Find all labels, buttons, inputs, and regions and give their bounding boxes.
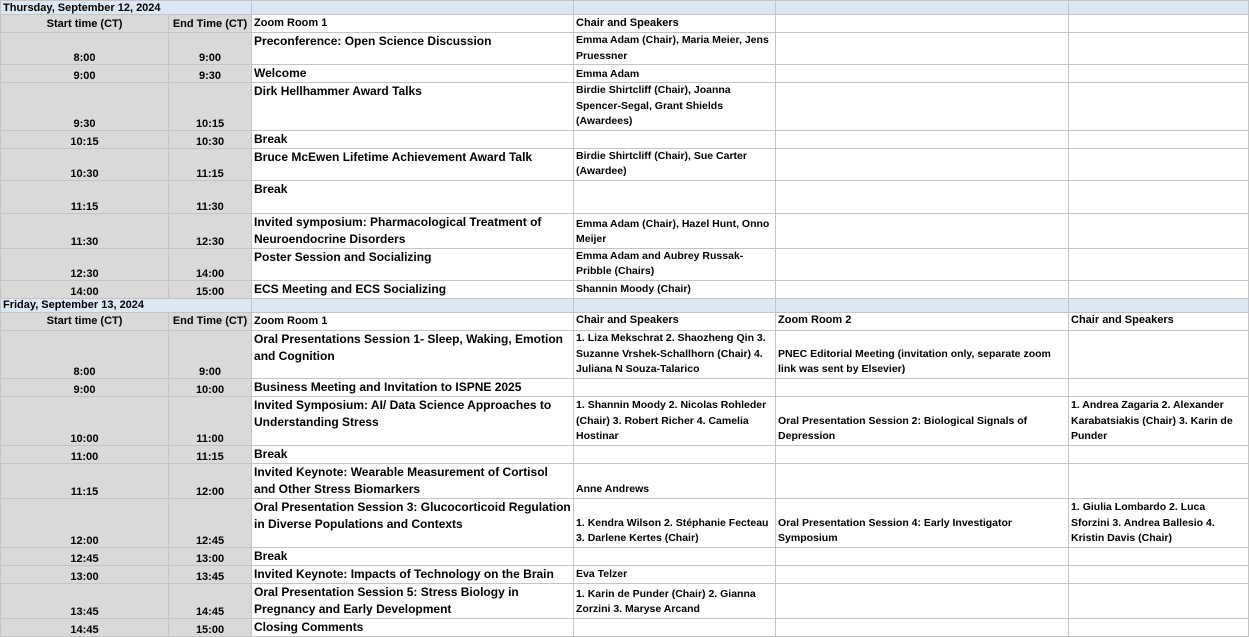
schedule-row (1, 83, 1249, 131)
start-time-cell[interactable]: 9:00 (1, 378, 169, 396)
empty-cell[interactable] (574, 298, 776, 312)
speakers-cell[interactable] (574, 130, 776, 148)
start-time-cell[interactable]: 8:00 (1, 33, 169, 65)
room2-speakers-cell[interactable] (1069, 180, 1249, 213)
schedule-row (1, 445, 1249, 463)
room2-event-cell[interactable] (776, 445, 1069, 463)
speakers-cell[interactable]: Emma Adam (Chair), Maria Meier, Jens Pruessner (574, 33, 776, 65)
event-cell[interactable]: Break (252, 547, 574, 565)
schedule-row (1, 248, 1249, 280)
event-cell[interactable]: Business Meeting and Invitation to ISPNE 2025 (252, 378, 574, 396)
empty-cell[interactable] (776, 298, 1069, 312)
event-cell[interactable]: Break (252, 180, 574, 213)
room2-event-cell[interactable] (776, 378, 1069, 396)
room2-speakers-cell[interactable] (1069, 618, 1249, 636)
room2-event-cell[interactable] (776, 148, 1069, 180)
speakers-cell[interactable]: 1. Karin de Punder (Chair) 2. Gianna Zorzini 3. Maryse Arcand (574, 583, 776, 618)
speakers-cell[interactable]: 1. Liza Mekschrat 2. Shaozheng Qin 3. Suzanne Vrshek-Schallhorn (Chair) 4. Juliana N Souza-Talarico (574, 330, 776, 378)
room2-speakers-cell[interactable] (1069, 547, 1249, 565)
end-time-cell[interactable]: 9:00 (169, 33, 252, 65)
end-time-cell[interactable]: 11:15 (169, 148, 252, 180)
speakers-cell[interactable] (574, 618, 776, 636)
end-time-cell[interactable]: 15:00 (169, 618, 252, 636)
speakers-cell[interactable]: 1. Kendra Wilson 2. Stéphanie Fecteau 3. Darlene Kertes (Chair) (574, 498, 776, 547)
empty-cell[interactable] (252, 298, 574, 312)
end-time-cell[interactable]: 11:30 (169, 180, 252, 213)
room2-speakers-cell[interactable] (1069, 280, 1249, 298)
end-time-cell[interactable]: 12:45 (169, 498, 252, 547)
event-cell[interactable]: Oral Presentation Session 5: Stress Biology in Pregnancy and Early Development (252, 583, 574, 618)
start-time-cell[interactable]: 12:00 (1, 498, 169, 547)
header-room2-speakers[interactable]: Chair and Speakers (1069, 312, 1249, 330)
schedule-row (1, 583, 1249, 618)
header-room1[interactable]: Zoom Room 1 (252, 15, 574, 33)
room2-speakers-cell[interactable] (1069, 378, 1249, 396)
room2-event-cell[interactable] (776, 130, 1069, 148)
room2-event-cell[interactable] (776, 280, 1069, 298)
start-time-cell[interactable]: 10:30 (1, 148, 169, 180)
start-time-cell[interactable]: 11:15 (1, 180, 169, 213)
room2-event-cell[interactable] (776, 248, 1069, 280)
schedule-row (1, 65, 1249, 83)
speakers-cell[interactable] (574, 378, 776, 396)
schedule-row (1, 33, 1249, 65)
speakers-cell[interactable]: Emma Adam (574, 65, 776, 83)
empty-cell[interactable] (776, 1, 1069, 15)
schedule-row (1, 618, 1249, 636)
room2-event-cell[interactable]: Oral Presentation Session 2: Biological Signals of Depression (776, 396, 1069, 445)
header-end-time[interactable]: End Time (CT) (169, 312, 252, 330)
header-room1-speakers[interactable]: Chair and Speakers (574, 15, 776, 33)
schedule-row (1, 547, 1249, 565)
event-cell[interactable]: Break (252, 130, 574, 148)
event-cell[interactable]: Invited Keynote: Impacts of Technology on the Brain (252, 565, 574, 583)
room2-speakers-cell[interactable] (1069, 583, 1249, 618)
end-time-cell[interactable]: 13:45 (169, 565, 252, 583)
speakers-cell[interactable]: Emma Adam and Aubrey Russak-Pribble (Chairs) (574, 248, 776, 280)
room2-speakers-cell[interactable] (1069, 148, 1249, 180)
start-time-cell[interactable]: 9:30 (1, 83, 169, 131)
event-cell[interactable]: Break (252, 445, 574, 463)
end-time-cell[interactable]: 12:00 (169, 463, 252, 498)
room2-event-cell[interactable] (776, 213, 1069, 248)
day-title[interactable]: Thursday, September 12, 2024 (1, 1, 252, 15)
day-row (1, 298, 1249, 312)
room2-event-cell[interactable] (776, 463, 1069, 498)
start-time-cell[interactable]: 10:15 (1, 130, 169, 148)
start-time-cell[interactable]: 14:00 (1, 280, 169, 298)
schedule-row (1, 565, 1249, 583)
event-cell[interactable]: Invited Keynote: Wearable Measurement of Cortisol and Other Stress Biomarkers (252, 463, 574, 498)
end-time-cell[interactable]: 10:15 (169, 83, 252, 131)
room2-event-cell[interactable]: PNEC Editorial Meeting (invitation only, separate zoom link was sent by Elsevier) (776, 330, 1069, 378)
header-row (1, 312, 1249, 330)
room2-event-cell[interactable] (776, 65, 1069, 83)
room2-speakers-cell[interactable] (1069, 65, 1249, 83)
room2-speakers-cell[interactable] (1069, 463, 1249, 498)
speakers-cell[interactable]: Birdie Shirtcliff (Chair), Sue Carter (Awardee) (574, 148, 776, 180)
speakers-cell[interactable]: Shannin Moody (Chair) (574, 280, 776, 298)
header-room2[interactable]: Zoom Room 2 (776, 312, 1069, 330)
speakers-cell[interactable] (574, 180, 776, 213)
speakers-cell[interactable]: Anne Andrews (574, 463, 776, 498)
end-time-cell[interactable]: 14:45 (169, 583, 252, 618)
event-cell[interactable]: Poster Session and Socializing (252, 248, 574, 280)
room2-event-cell[interactable] (776, 583, 1069, 618)
header-room1[interactable]: Zoom Room 1 (252, 312, 574, 330)
day-row (1, 1, 1249, 15)
room2-speakers-cell[interactable] (1069, 248, 1249, 280)
room2-speakers-cell[interactable] (1069, 330, 1249, 378)
start-time-cell[interactable]: 13:45 (1, 583, 169, 618)
room2-speakers-cell[interactable] (1069, 33, 1249, 65)
room2-speakers-cell[interactable] (1069, 213, 1249, 248)
room2-speakers-cell[interactable] (1069, 83, 1249, 131)
speakers-cell[interactable]: Emma Adam (Chair), Hazel Hunt, Onno Meijer (574, 213, 776, 248)
header-start-time[interactable]: Start time (CT) (1, 15, 169, 33)
room2-speakers-cell[interactable] (1069, 565, 1249, 583)
end-time-cell[interactable]: 15:00 (169, 280, 252, 298)
room2-speakers-cell[interactable]: 1. Andrea Zagaria 2. Alexander Karabatsiakis (Chair) 3. Karin de Punder (1069, 396, 1249, 445)
event-cell[interactable]: Oral Presentations Session 1- Sleep, Waking, Emotion and Cognition (252, 330, 574, 378)
speakers-cell[interactable] (574, 445, 776, 463)
event-cell[interactable]: Welcome (252, 65, 574, 83)
start-time-cell[interactable]: 13:00 (1, 565, 169, 583)
empty-cell[interactable] (1069, 298, 1249, 312)
start-time-cell[interactable]: 8:00 (1, 330, 169, 378)
end-time-cell[interactable]: 10:00 (169, 378, 252, 396)
schedule-row (1, 396, 1249, 445)
speakers-cell[interactable]: 1. Shannin Moody 2. Nicolas Rohleder (Chair) 3. Robert Richer 4. Camelia Hostinar (574, 396, 776, 445)
speakers-cell[interactable] (574, 547, 776, 565)
empty-cell[interactable] (1069, 1, 1249, 15)
end-time-cell[interactable]: 14:00 (169, 248, 252, 280)
schedule-row (1, 498, 1249, 547)
room2-speakers-cell[interactable] (1069, 130, 1249, 148)
event-cell[interactable]: Bruce McEwen Lifetime Achievement Award Talk (252, 148, 574, 180)
schedule-body (1, 1, 1249, 637)
start-time-cell[interactable]: 14:45 (1, 618, 169, 636)
event-cell[interactable]: Oral Presentation Session 3: Glucocorticoid Regulation in Diverse Populations and Contexts (252, 498, 574, 547)
event-cell[interactable]: ECS Meeting and ECS Socializing (252, 280, 574, 298)
event-cell[interactable]: Dirk Hellhammer Award Talks (252, 83, 574, 131)
schedule-row (1, 180, 1249, 213)
empty-cell[interactable] (252, 1, 574, 15)
end-time-cell[interactable]: 13:00 (169, 547, 252, 565)
empty-cell[interactable] (574, 1, 776, 15)
end-time-cell[interactable]: 11:15 (169, 445, 252, 463)
schedule-row (1, 130, 1249, 148)
room2-event-cell[interactable] (776, 618, 1069, 636)
room2-event-cell[interactable] (776, 547, 1069, 565)
speakers-cell[interactable]: Eva Telzer (574, 565, 776, 583)
header-room2[interactable] (776, 15, 1069, 33)
end-time-cell[interactable]: 10:30 (169, 130, 252, 148)
schedule-row (1, 463, 1249, 498)
header-end-time[interactable]: End Time (CT) (169, 15, 252, 33)
end-time-cell[interactable]: 12:30 (169, 213, 252, 248)
start-time-cell[interactable]: 12:30 (1, 248, 169, 280)
end-time-cell[interactable]: 11:00 (169, 396, 252, 445)
event-cell[interactable]: Invited Symposium: AI/ Data Science Approaches to Understanding Stress (252, 396, 574, 445)
room2-event-cell[interactable] (776, 565, 1069, 583)
schedule-row (1, 280, 1249, 298)
schedule-row (1, 378, 1249, 396)
room2-speakers-cell[interactable]: 1. Giulia Lombardo 2. Luca Sforzini 3. Andrea Ballesio 4. Kristin Davis (Chair) (1069, 498, 1249, 547)
end-time-cell[interactable]: 9:30 (169, 65, 252, 83)
start-time-cell[interactable]: 11:00 (1, 445, 169, 463)
event-cell[interactable]: Closing Comments (252, 618, 574, 636)
header-room2-speakers[interactable] (1069, 15, 1249, 33)
room2-speakers-cell[interactable] (1069, 445, 1249, 463)
start-time-cell[interactable]: 11:15 (1, 463, 169, 498)
room2-event-cell[interactable] (776, 33, 1069, 65)
start-time-cell[interactable]: 11:30 (1, 213, 169, 248)
schedule-row (1, 213, 1249, 248)
header-room1-speakers[interactable]: Chair and Speakers (574, 312, 776, 330)
schedule-row (1, 330, 1249, 378)
start-time-cell[interactable]: 12:45 (1, 547, 169, 565)
room2-event-cell[interactable]: Oral Presentation Session 4: Early Investigator Symposium (776, 498, 1069, 547)
header-row (1, 15, 1249, 33)
event-cell[interactable]: Invited symposium: Pharmacological Treatment of Neuroendocrine Disorders (252, 213, 574, 248)
event-cell[interactable]: Preconference: Open Science Discussion (252, 33, 574, 65)
end-time-cell[interactable]: 9:00 (169, 330, 252, 378)
schedule-row (1, 148, 1249, 180)
start-time-cell[interactable]: 10:00 (1, 396, 169, 445)
start-time-cell[interactable]: 9:00 (1, 65, 169, 83)
header-start-time[interactable]: Start time (CT) (1, 312, 169, 330)
speakers-cell[interactable]: Birdie Shirtcliff (Chair), Joanna Spencer-Segal, Grant Shields (Awardees) (574, 83, 776, 131)
room2-event-cell[interactable] (776, 83, 1069, 131)
day-title[interactable]: Friday, September 13, 2024 (1, 298, 252, 312)
room2-event-cell[interactable] (776, 180, 1069, 213)
